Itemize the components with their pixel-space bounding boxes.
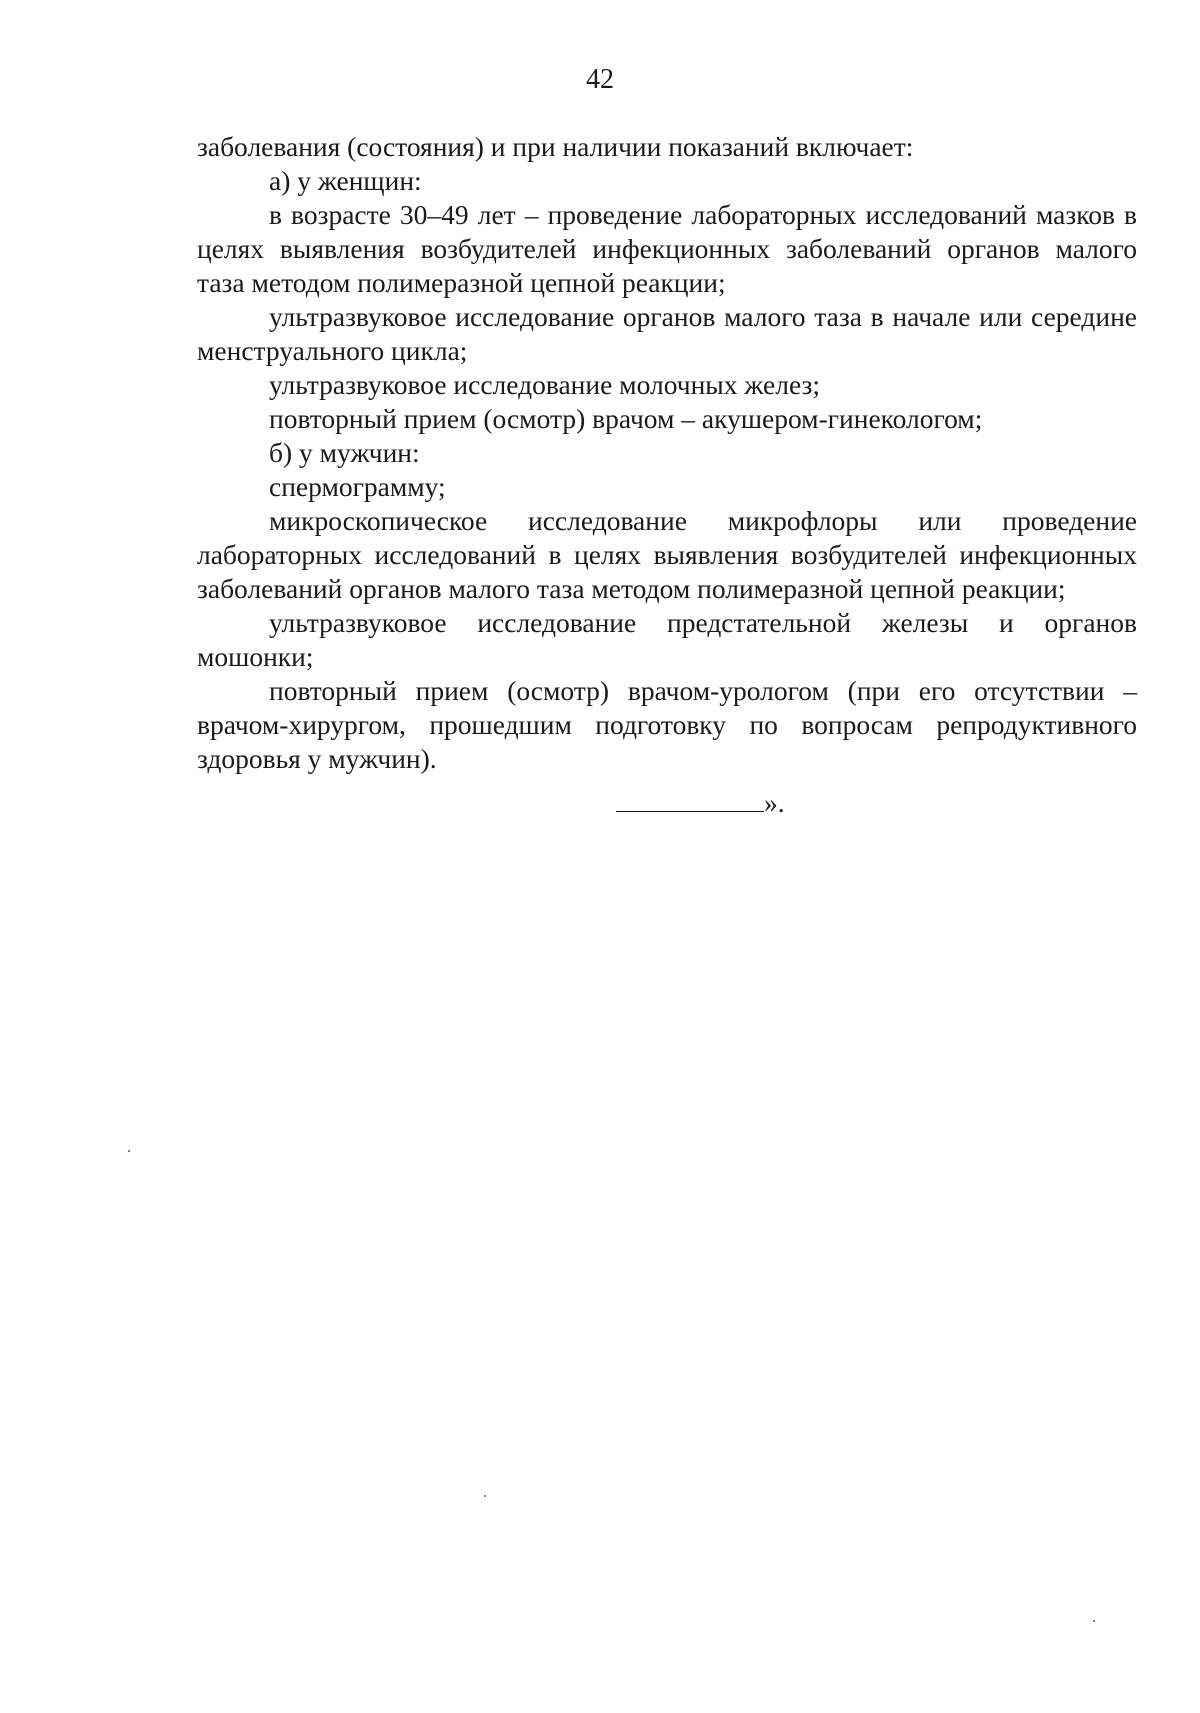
- paragraph-men-prostate-ultrasound: ультразвуковое исследование предстательной железы и органов мошонки;: [197, 607, 1137, 672]
- page-number: 42: [586, 64, 614, 95]
- paragraph-men-repeat-visit: повторный прием (осмотр) врачом-урологом (при его отсутствии – врачом-хирургом, прошедшим подготовку по вопросам репродуктивного здоровья у мужчин).: [197, 675, 1137, 774]
- closing-line: [616, 786, 785, 820]
- paragraph-women-heading: а) у женщин:: [269, 165, 422, 196]
- paragraph-intro: заболевания (состояния) и при наличии показаний включает:: [197, 131, 914, 162]
- paragraph-women-pelvic-ultrasound: ультразвуковое исследование органов малого таза в начале или середине менструального цикла;: [197, 301, 1137, 366]
- scan-speck: [484, 1495, 486, 1497]
- paragraph-women-pcr: в возрасте 30–49 лет – проведение лабораторных исследований мазков в целях выявления возбудителей инфекционных заболеваний органов малого таза методом полимеразной цепной реакции;: [197, 199, 1137, 298]
- paragraph-men-heading: б) у мужчин:: [269, 437, 420, 468]
- paragraph-women-repeat-visit: повторный прием (осмотр) врачом – акушером-гинекологом;: [269, 403, 983, 434]
- closing-quote-mark: ».: [764, 787, 785, 818]
- paragraph-men-microscopy: микроскопическое исследование микрофлоры или проведение лабораторных исследований в целях выявления возбудителей инфекционных заболеваний органов малого таза методом полимеразной цепной реакции;: [197, 505, 1137, 604]
- closing-rule: [616, 787, 764, 812]
- paragraph-women-breast-ultrasound: ультразвуковое исследование молочных желез;: [269, 369, 820, 400]
- paragraph-men-spermogram: спермограмму;: [269, 471, 446, 502]
- document-body: [197, 130, 1137, 776]
- scan-speck: [1093, 1620, 1095, 1622]
- scan-speck: [128, 1150, 130, 1152]
